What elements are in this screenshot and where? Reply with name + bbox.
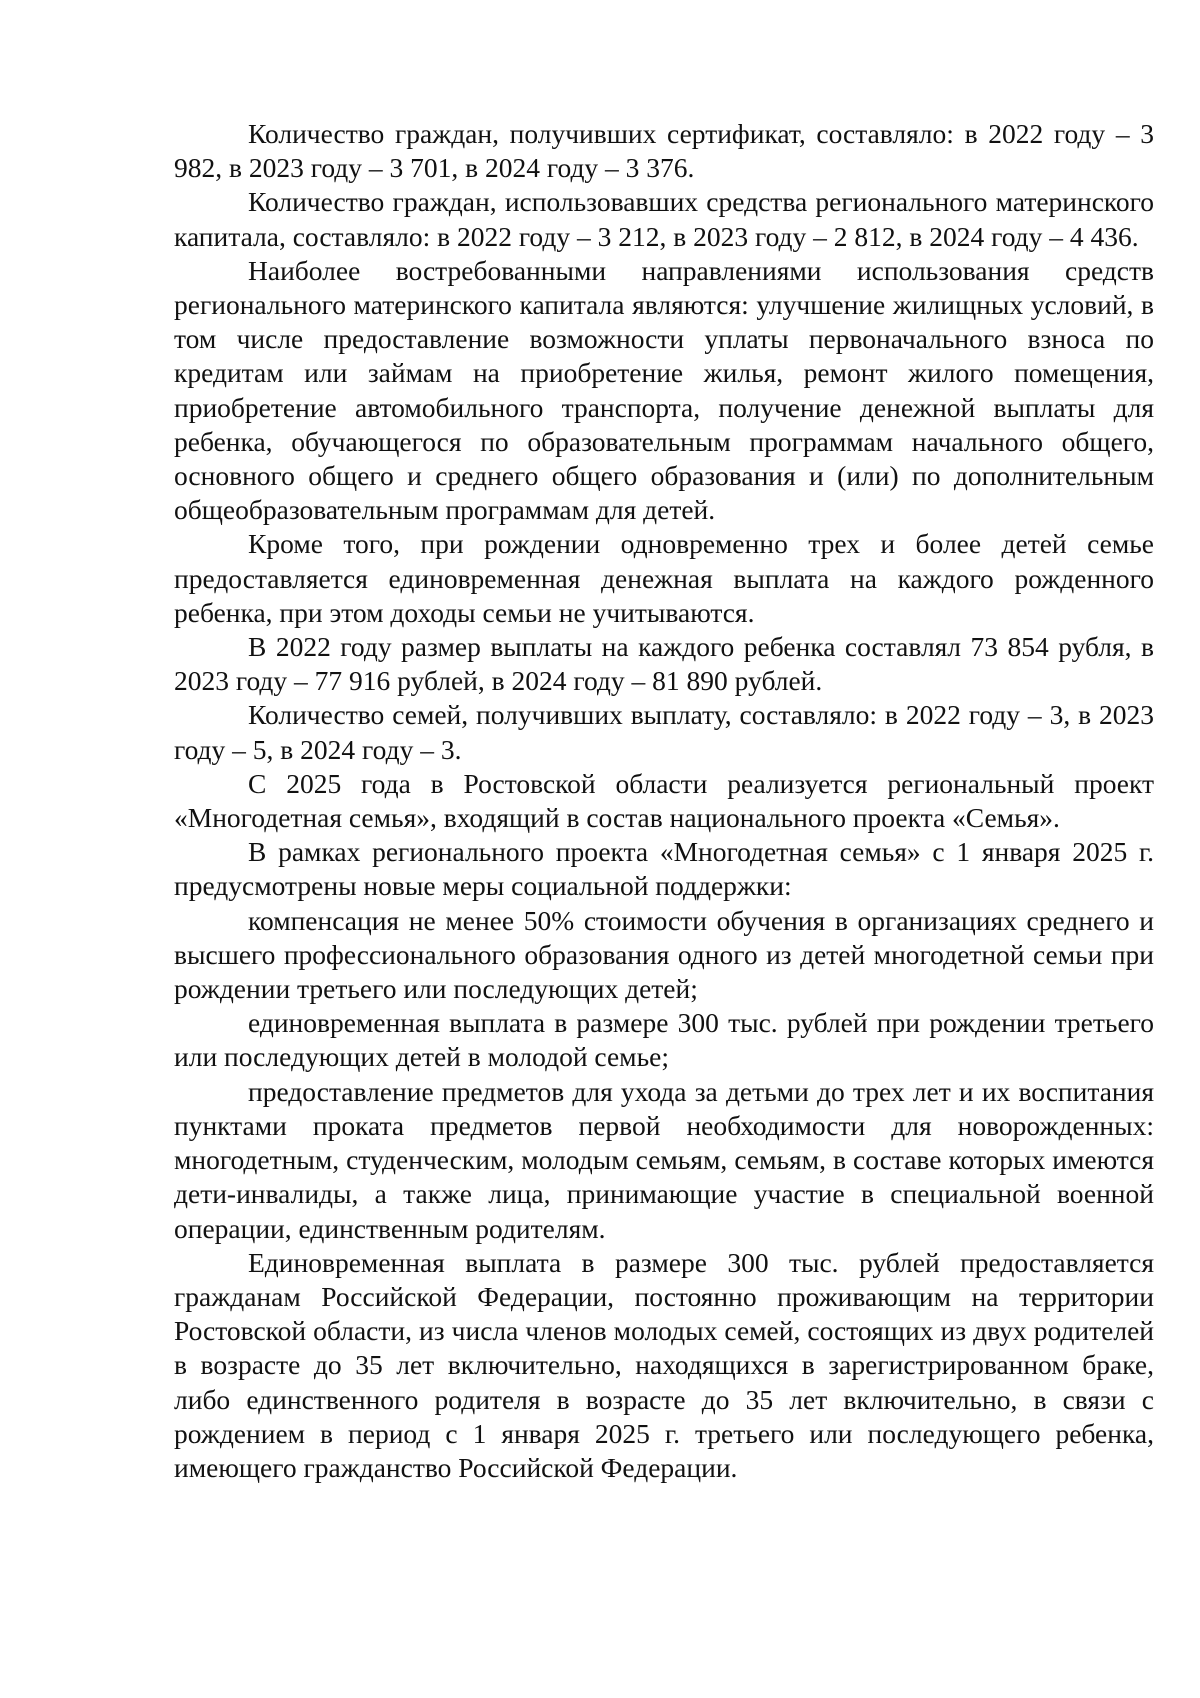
list-item-lump-sum-payment: единовременная выплата в размере 300 тыс. рублей при рождении третьего или последующих детей в молодой семье;: [174, 1007, 1154, 1073]
list-item-education-compensation: компенсация не менее 50% стоимости обучения в организациях среднего и высшего профессионального образования одного из детей многодетной семьи при рождении третьего или последующих детей;: [174, 904, 1154, 1005]
paragraph-new-measures-intro: В рамках регионального проекта «Многодетная семья» с 1 января 2025 г. предусмотрены новые меры социальной поддержки:: [174, 836, 1154, 902]
paragraph-triplets-payment: Кроме того, при рождении одновременно трех и более детей семье предоставляется единовременная денежная выплата на каждого рожденного ребенка, при этом доходы семьи не учитываются.: [174, 528, 1154, 628]
paragraph-payment-amounts: В 2022 году размер выплаты на каждого ребенка составлял 73 854 рубля, в 2023 году – 77 916 рублей, в 2024 году – 81 890 рублей.: [174, 631, 1154, 697]
paragraph-capital-users: Количество граждан, использовавших средства регионального материнского капитала, составляло: в 2022 году – 3 212, в 2023 году – 2 812, в 2024 году – 4 436.: [174, 186, 1154, 252]
paragraph-lump-sum-conditions: Единовременная выплата в размере 300 тыс. рублей предоставляется гражданам Российской Федерации, постоянно проживающим на территории Ростовской области, из числа членов молодых семей, состоящих из двух родителей в возрасте до 35 лет включительно, находящихся в зарегистрированном браке, либо единственного родителя в возрасте до 35 лет включительно, в связи с рождением в период с 1 января 2025 г. третьего или последующего ребенка, имеющего гражданство Российской Федерации.: [174, 1246, 1154, 1483]
paragraph-regional-project: С 2025 года в Ростовской области реализуется региональный проект «Многодетная семья», входящий в состав национального проекта «Семья».: [174, 767, 1154, 834]
paragraph-popular-directions: Наиболее востребованными направлениями использования средств регионального материнского капитала являются: улучшение жилищных условий, в том числе предоставление возможности уплаты первоначального взноса по кредитам или займам на приобретение жилья, ремонт жилого помещения, приобретение автомобильного транспорта, получение денежной выплаты для ребенка, обучающегося по образовательным программам начального общего, основного общего и среднего общего образования и (или) по дополнительным общеобразовательным программам для детей.: [174, 254, 1154, 526]
list-item-rental-items: предоставление предметов для ухода за детьми до трех лет и их воспитания пунктами проката предметов первой необходимости для новорожденных: многодетным, студенческим, молодым семьям, семьям, в составе которых имеются дети-инвалиды, а также лица, принимающие участие в специальной военной операции, единственным родителям.: [174, 1075, 1154, 1244]
paragraph-families-count: Количество семей, получивших выплату, составляло: в 2022 году – 3, в 2023 году – 5, в 2024 году – 3.: [174, 699, 1154, 765]
body-text: [174, 117, 1154, 1485]
paragraph-certificate-recipients: Количество граждан, получивших сертификат, составляло: в 2022 году – 3 982, в 2023 году – 3 701, в 2024 году – 3 376.: [174, 118, 1154, 184]
